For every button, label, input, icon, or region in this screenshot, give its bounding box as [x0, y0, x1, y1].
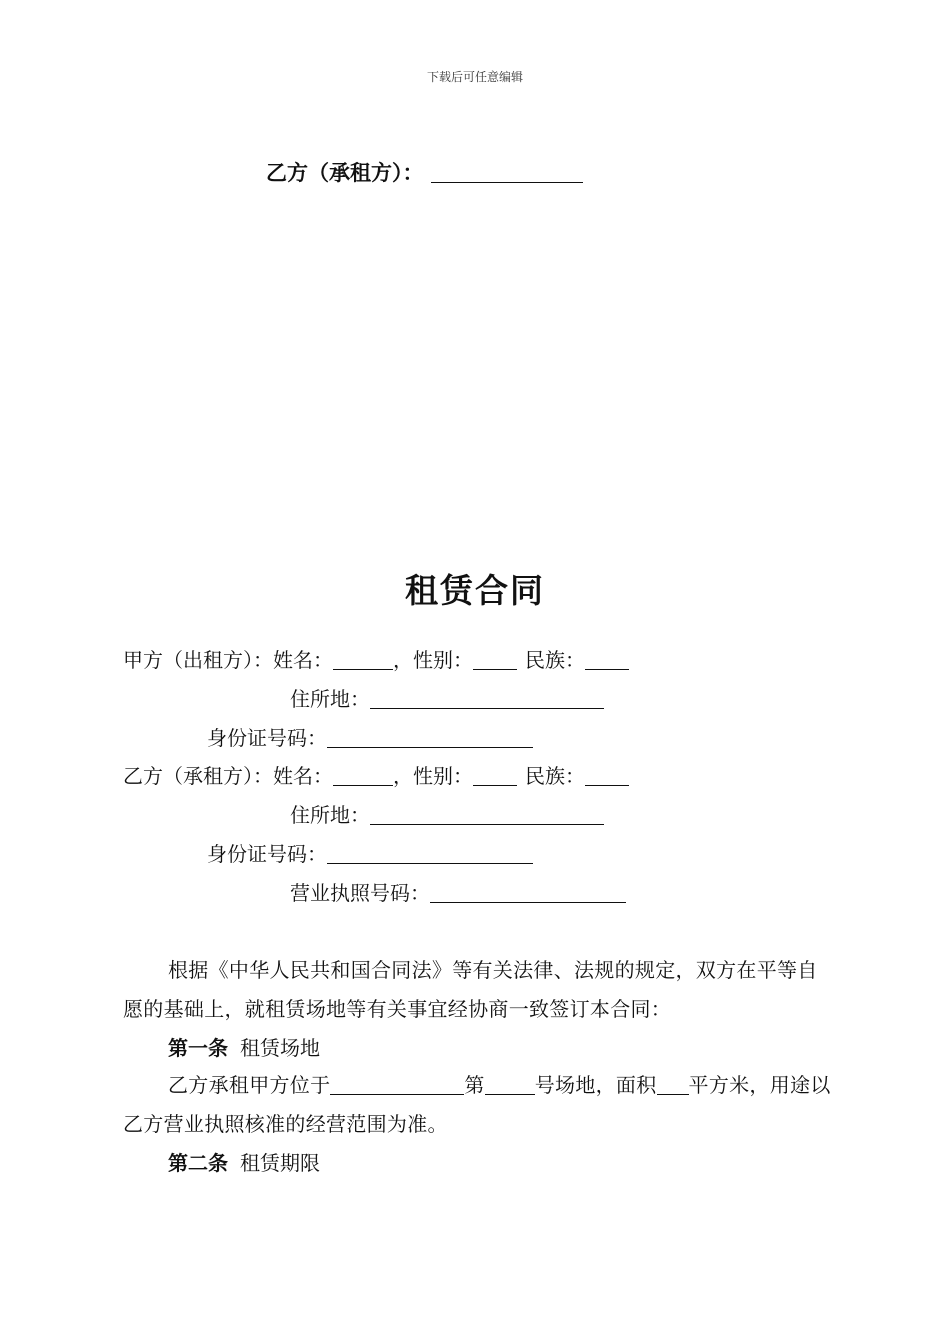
article-1-text-a: 乙方承租甲方位于 [168, 1073, 331, 1097]
article-1-location-blank [330, 1074, 464, 1095]
party-a-ethnicity-blank [585, 649, 629, 670]
party-b-label: 乙方（承租方）： [123, 764, 273, 788]
party-a-address-blank [370, 688, 604, 709]
party-b-address-label: 住所地： [290, 803, 370, 827]
party-b-name-label: 姓名： [273, 764, 333, 788]
party-a-name-label: 姓名： [273, 648, 333, 672]
article-2-heading [168, 1149, 320, 1177]
party-b-id-blank [327, 843, 533, 864]
intro-paragraph: 根据《中华人民共和国合同法》等有关法律、法规的规定，双方在平等自愿的基础上，就租赁场地等有关事宜经协商一致签订本合同： [123, 958, 818, 1021]
party-a-ethnicity-label: 民族： [525, 648, 585, 672]
party-b-line [123, 762, 629, 790]
party-a-gender-label: ，性别： [393, 648, 473, 672]
cover-party-b-line [266, 158, 583, 188]
party-b-name-blank [333, 765, 393, 786]
party-a-id-line [207, 724, 533, 752]
cover-party-b-label: 乙方（承租方）： [266, 160, 424, 185]
party-a-address-label: 住所地： [290, 687, 370, 711]
party-b-ethnicity-blank [585, 765, 629, 786]
article-1-title: 租赁场地 [240, 1036, 320, 1060]
article-1-number: 第一条 [168, 1036, 228, 1060]
party-a-label: 甲方（出租方）： [123, 648, 273, 672]
article-1-heading [168, 1034, 320, 1062]
party-b-license-label: 营业执照号码： [290, 881, 430, 905]
party-b-license-line [290, 879, 626, 907]
party-a-id-blank [327, 727, 533, 748]
party-a-address-line [290, 685, 604, 713]
article-2-title: 租赁期限 [240, 1151, 320, 1175]
contract-title: 租赁合同 [405, 571, 545, 610]
cover-party-b-blank [431, 160, 583, 183]
party-a-line [123, 646, 629, 674]
party-b-gender-label: ，性别： [393, 764, 473, 788]
header-note: 下载后可任意编辑 [426, 70, 523, 84]
article-1-number-blank [485, 1074, 535, 1095]
party-a-name-blank [333, 649, 393, 670]
party-b-gender-blank [473, 765, 517, 786]
party-a-gender-blank [473, 649, 517, 670]
article-1-text-b: 第 [464, 1073, 485, 1097]
party-b-address-blank [370, 804, 604, 825]
party-b-ethnicity-label: 民族： [525, 764, 585, 788]
party-b-id-label: 身份证号码： [207, 842, 327, 866]
party-b-id-line [207, 840, 533, 868]
article-1-paragraph [123, 1066, 835, 1144]
article-1-text-c: 号场地，面积 [534, 1073, 657, 1097]
article-2-number: 第二条 [168, 1151, 228, 1175]
article-1-text-d: 平方米，用途以乙方营业执照核准的经营范围为准。 [123, 1073, 831, 1136]
party-b-license-blank [430, 882, 626, 903]
article-1-area-blank [657, 1074, 689, 1095]
party-b-address-line [290, 801, 604, 829]
party-a-id-label: 身份证号码： [207, 726, 327, 750]
